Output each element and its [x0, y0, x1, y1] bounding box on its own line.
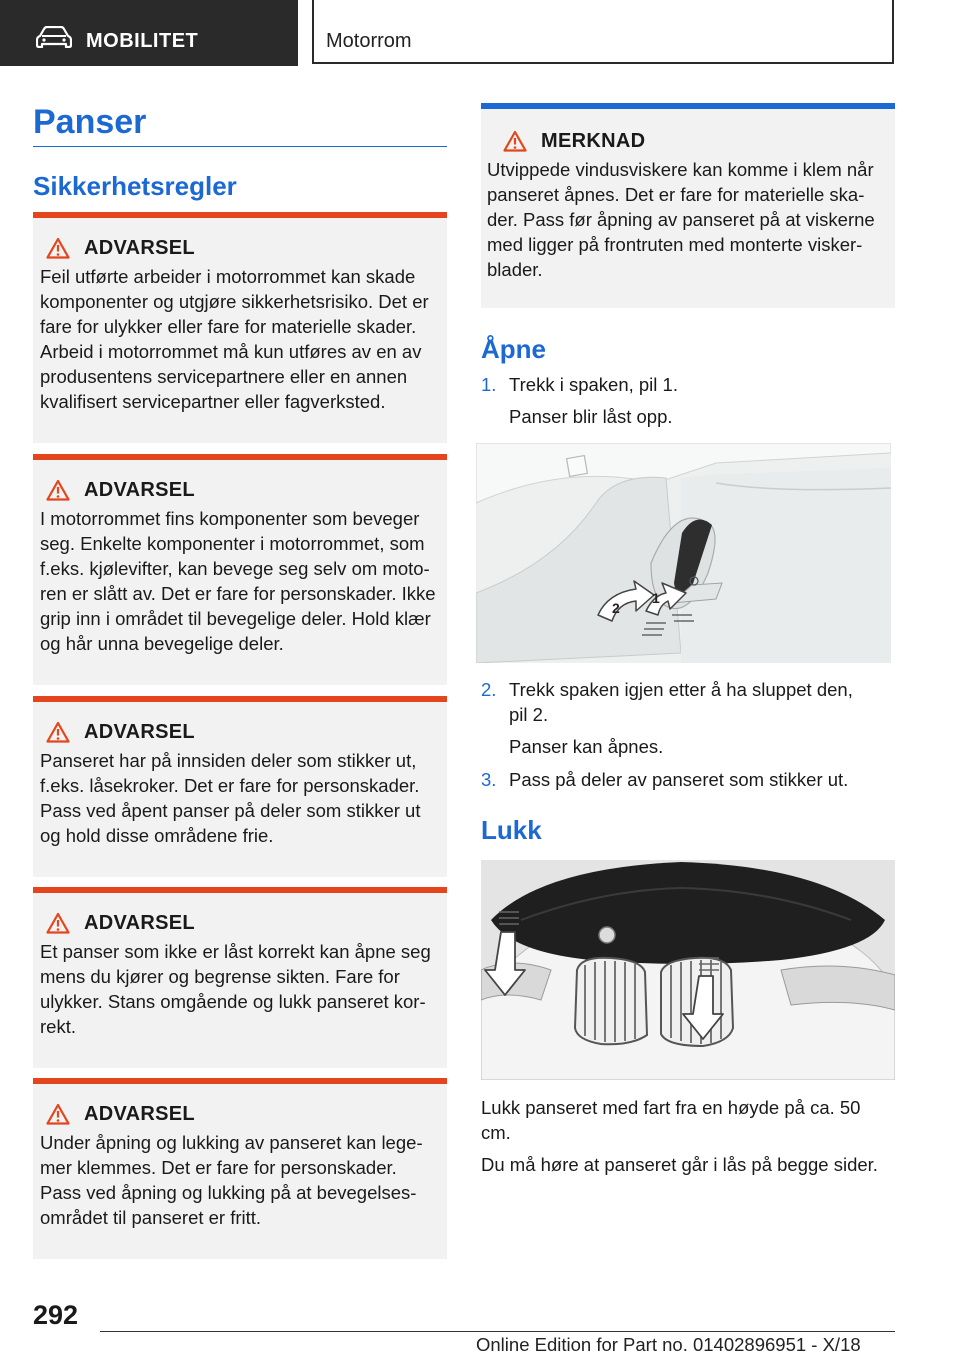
section-label: MOBILITET [86, 30, 199, 52]
warning-text: Panseret har på innsiden deler som stikker ut, f.eks. låsekroker. Det er fare for personskader. Pass ved åpent panser på deler som stikker ut og hold disse områdene frie. [40, 750, 421, 846]
figure-label-1: 1 [652, 590, 660, 606]
step-text: Trekk spaken igjen etter å ha sluppet den, pil 2. [509, 679, 853, 725]
warning-label: ADVARSEL [84, 236, 195, 259]
step-item [481, 677, 895, 727]
warning-text: Under åpning og lukking av panseret kan legemer klemmes. Det er fare for personskader. Pass ved åpning og lukking på at bevegelsesområdet til panseret er fritt. [40, 1132, 423, 1228]
left-column [33, 100, 447, 201]
warning-label: ADVARSEL [84, 1102, 195, 1125]
warning-triangle-icon [46, 912, 70, 934]
closing-hood-figure [481, 860, 895, 1080]
step-text: Trekk i spaken, pil 1. [509, 374, 678, 395]
note-label: MERKNAD [541, 129, 646, 152]
step-number: 3. [481, 769, 497, 790]
open-heading: Åpne [481, 334, 546, 364]
lever-illustration [476, 443, 891, 663]
warning-triangle-icon [503, 130, 527, 152]
step-result: Panser blir låst opp. [509, 406, 673, 427]
warning-label: ADVARSEL [84, 720, 195, 743]
note-box [481, 103, 895, 308]
edition-text: Online Edition for Part no. 01402896951 - X/18 [476, 1334, 861, 1355]
step-item [481, 767, 895, 792]
warning-text: Feil utførte arbeider i motorrommet kan skade komponenter og utgjøre sikkerhetsrisiko. Det er fare for ulykker eller fare for materielle skader. Arbeid i motorrommet må kun utføres av en av produsentens servicepartnere eller en annen kvalifisert servicepartner eller fagverksted. [40, 266, 429, 412]
step-number: 1. [481, 374, 497, 395]
step-number: 2. [481, 679, 497, 700]
warning-box [33, 212, 447, 443]
hood-release-lever-figure [476, 443, 891, 663]
close-paragraph: Du må høre at panseret går i lås på begge sider. [481, 1154, 878, 1175]
title-divider [33, 146, 447, 147]
warning-text: Et panser som ikke er låst korrekt kan åpne seg mens du kjører og begrense sikten. Fare for ulykker. Stans omgående og lukk panseret korrekt. [40, 941, 431, 1037]
warning-triangle-icon [46, 721, 70, 743]
section-tab[interactable] [0, 0, 298, 66]
chapter-label: Motorrom [326, 30, 412, 52]
warning-triangle-icon [46, 237, 70, 259]
warning-box [33, 454, 447, 685]
step-result: Panser kan åpnes. [509, 736, 664, 757]
figure-label-2: 2 [612, 600, 620, 616]
warning-box [33, 887, 447, 1068]
warning-box [33, 696, 447, 877]
car-icon [36, 26, 72, 48]
footer-divider [100, 1331, 895, 1332]
step-item [481, 372, 895, 397]
car-front-illustration [481, 860, 895, 1080]
warning-label: ADVARSEL [84, 911, 195, 934]
page-header [0, 0, 960, 66]
page-title: Panser [33, 103, 147, 141]
warning-triangle-icon [46, 1103, 70, 1125]
safety-heading: Sikkerhetsregler [33, 171, 237, 201]
warning-text: I motorrommet fins komponenter som beveger seg. Enkelte komponenter i motorrommet, som f.eks. kjølevifter, kan bevege seg selv om motoren er slått av. Det er fare for personskader. Ikke grip inn i området til bevegelige deler. Hold klær og hår unna bevegelige deler. [40, 508, 436, 654]
step-text: Pass på deler av panseret som stikker ut. [509, 769, 849, 790]
page-number: 292 [33, 1300, 79, 1330]
warning-triangle-icon [46, 479, 70, 501]
warning-label: ADVARSEL [84, 478, 195, 501]
close-paragraph: Lukk panseret med fart fra en høyde på ca. 50 cm. [481, 1097, 861, 1143]
warning-box [33, 1078, 447, 1259]
note-text: Utvippede vindusviskere kan komme i klem når panseret åpnes. Det er fare for materielle skader. Pass før åpning av panseret på at viskerne med ligger på frontruten med monterte viskerblader. [487, 159, 875, 280]
close-heading: Lukk [481, 815, 542, 845]
chapter-tab[interactable] [312, 0, 894, 64]
